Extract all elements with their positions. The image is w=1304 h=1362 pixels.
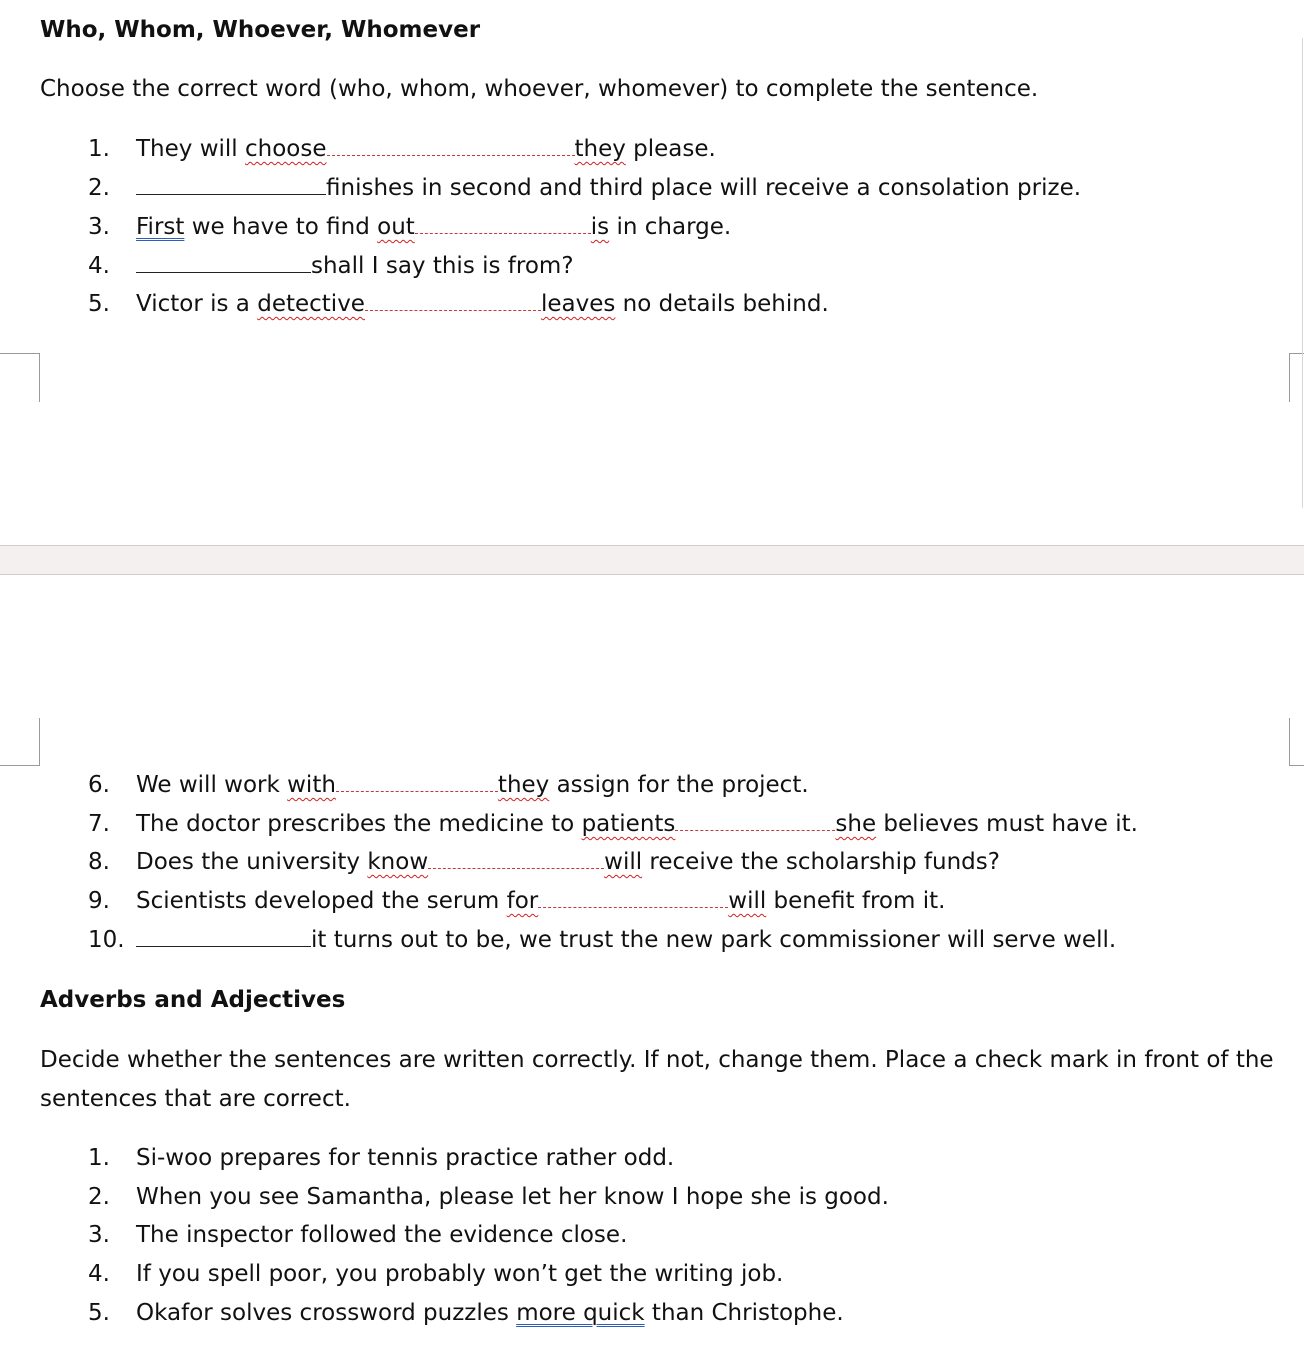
item-number: 4. (88, 1261, 110, 1287)
spelling-flag: will (604, 849, 643, 875)
item-text-part: benefit from it. (766, 888, 946, 914)
answer-blank[interactable] (538, 906, 728, 908)
answer-blank[interactable] (136, 193, 326, 195)
list-item[interactable] (0, 208, 1300, 247)
item-text[interactable]: If you spell poor, you probably won’t get the writing job. (136, 1261, 784, 1287)
item-text[interactable] (136, 1294, 844, 1333)
answer-blank[interactable] (336, 790, 498, 792)
list-item[interactable] (0, 1216, 1300, 1255)
section-heading-adverbs-adjectives: Adverbs and Adjectives (40, 987, 346, 1013)
item-number: 5. (88, 291, 110, 317)
item-number: 5. (88, 1300, 110, 1326)
spelling-flag: she (835, 811, 877, 837)
answer-blank[interactable] (415, 232, 591, 234)
item-text[interactable] (136, 169, 1081, 208)
spelling-flag: patients (581, 811, 676, 837)
item-text-part: than Christophe. (644, 1300, 844, 1326)
answer-blank[interactable] (136, 945, 311, 947)
crop-mark-bottom-right (1289, 718, 1304, 766)
spelling-flag: with (287, 772, 336, 798)
spelling-flag: leaves (540, 291, 616, 317)
item-text-part: Scientists developed the serum (136, 888, 507, 914)
list-item[interactable] (0, 130, 1300, 169)
item-number: 7. (88, 811, 110, 837)
item-text[interactable] (136, 882, 945, 921)
list-item[interactable] (0, 1294, 1300, 1333)
item-text-part: receive the scholarship funds? (642, 849, 1000, 875)
spelling-flag: they (574, 136, 626, 162)
section-instruction-who-whom: Choose the correct word (who, whom, whoever, whomever) to complete the sentence. (40, 76, 1039, 102)
item-number: 8. (88, 849, 110, 875)
item-text[interactable] (136, 805, 1138, 844)
item-number: 10. (88, 927, 125, 953)
crop-mark-bottom-left (0, 718, 40, 766)
item-text[interactable]: When you see Samantha, please let her know I hope she is good. (136, 1184, 889, 1210)
item-text[interactable] (136, 766, 809, 805)
item-text-part: Victor is a (136, 291, 258, 317)
item-text[interactable] (136, 843, 1000, 882)
item-text[interactable] (136, 921, 1116, 960)
answer-blank[interactable] (136, 271, 311, 273)
item-text-part: Does the university (136, 849, 368, 875)
answer-blank[interactable] (675, 829, 835, 831)
grammar-flag: more quick (516, 1300, 645, 1326)
list-item[interactable] (0, 285, 1300, 324)
list-item[interactable] (0, 921, 1300, 960)
item-text-part: it turns out to be, we trust the new park commissioner will serve well. (311, 927, 1117, 953)
spelling-flag: out (377, 214, 415, 240)
section-instruction-adverbs-adjectives: Decide whether the sentences are written correctly. If not, change them. Place a check mark in front of the sentences that are correct. (40, 1047, 1274, 1112)
spelling-flag: will (728, 888, 767, 914)
item-text[interactable]: Si-woo prepares for tennis practice rather odd. (136, 1145, 675, 1171)
item-number: 6. (88, 772, 110, 798)
item-text-part: We will work (136, 772, 288, 798)
page-break-gap (0, 545, 1304, 575)
spelling-flag: know (367, 849, 429, 875)
item-text-part: finishes in second and third place will receive a consolation prize. (326, 175, 1082, 201)
list-item[interactable] (0, 1178, 1300, 1217)
grammar-flag: First (136, 214, 185, 240)
item-text-part: shall I say this is from? (311, 253, 574, 279)
item-number: 9. (88, 888, 110, 914)
item-number: 1. (88, 136, 110, 162)
item-text[interactable] (136, 208, 731, 247)
item-number: 1. (88, 1145, 110, 1171)
item-number: 4. (88, 253, 110, 279)
item-text-part: please. (625, 136, 716, 162)
item-text-part: They will (136, 136, 245, 162)
spelling-flag: detective (257, 291, 365, 317)
item-text-part: we have to find (184, 214, 378, 240)
answer-blank[interactable] (327, 154, 575, 156)
spelling-flag: choose (245, 136, 327, 162)
spelling-flag: is (590, 214, 610, 240)
item-text-part: in charge. (609, 214, 732, 240)
item-text[interactable] (136, 130, 716, 169)
item-text[interactable] (136, 247, 574, 286)
list-item[interactable] (0, 766, 1300, 805)
crop-mark-top-left (0, 353, 40, 402)
item-text-part: believes must have it. (876, 811, 1138, 837)
list-item[interactable] (0, 169, 1300, 208)
page-edge-line (1302, 38, 1303, 508)
item-text[interactable] (136, 285, 829, 324)
item-text-part: The doctor prescribes the medicine to (136, 811, 582, 837)
item-number: 3. (88, 1222, 110, 1248)
spelling-flag: they (497, 772, 550, 798)
list-item[interactable] (0, 882, 1300, 921)
item-text-part: Okafor solves crossword puzzles (136, 1300, 517, 1326)
section-heading-who-whom: Who, Whom, Whoever, Whomever (40, 17, 481, 43)
answer-blank[interactable] (428, 867, 604, 869)
item-number: 3. (88, 214, 110, 240)
item-text-part: assign for the project. (549, 772, 809, 798)
list-item[interactable] (0, 1139, 1300, 1178)
answer-blank[interactable] (365, 309, 541, 311)
list-item[interactable] (0, 843, 1300, 882)
spelling-flag: for (506, 888, 539, 914)
item-number: 2. (88, 1184, 110, 1210)
list-item[interactable] (0, 805, 1300, 844)
item-number: 2. (88, 175, 110, 201)
item-text[interactable]: The inspector followed the evidence close. (136, 1222, 628, 1248)
item-text-part: no details behind. (615, 291, 829, 317)
list-item[interactable] (0, 247, 1300, 286)
list-item[interactable] (0, 1255, 1300, 1294)
